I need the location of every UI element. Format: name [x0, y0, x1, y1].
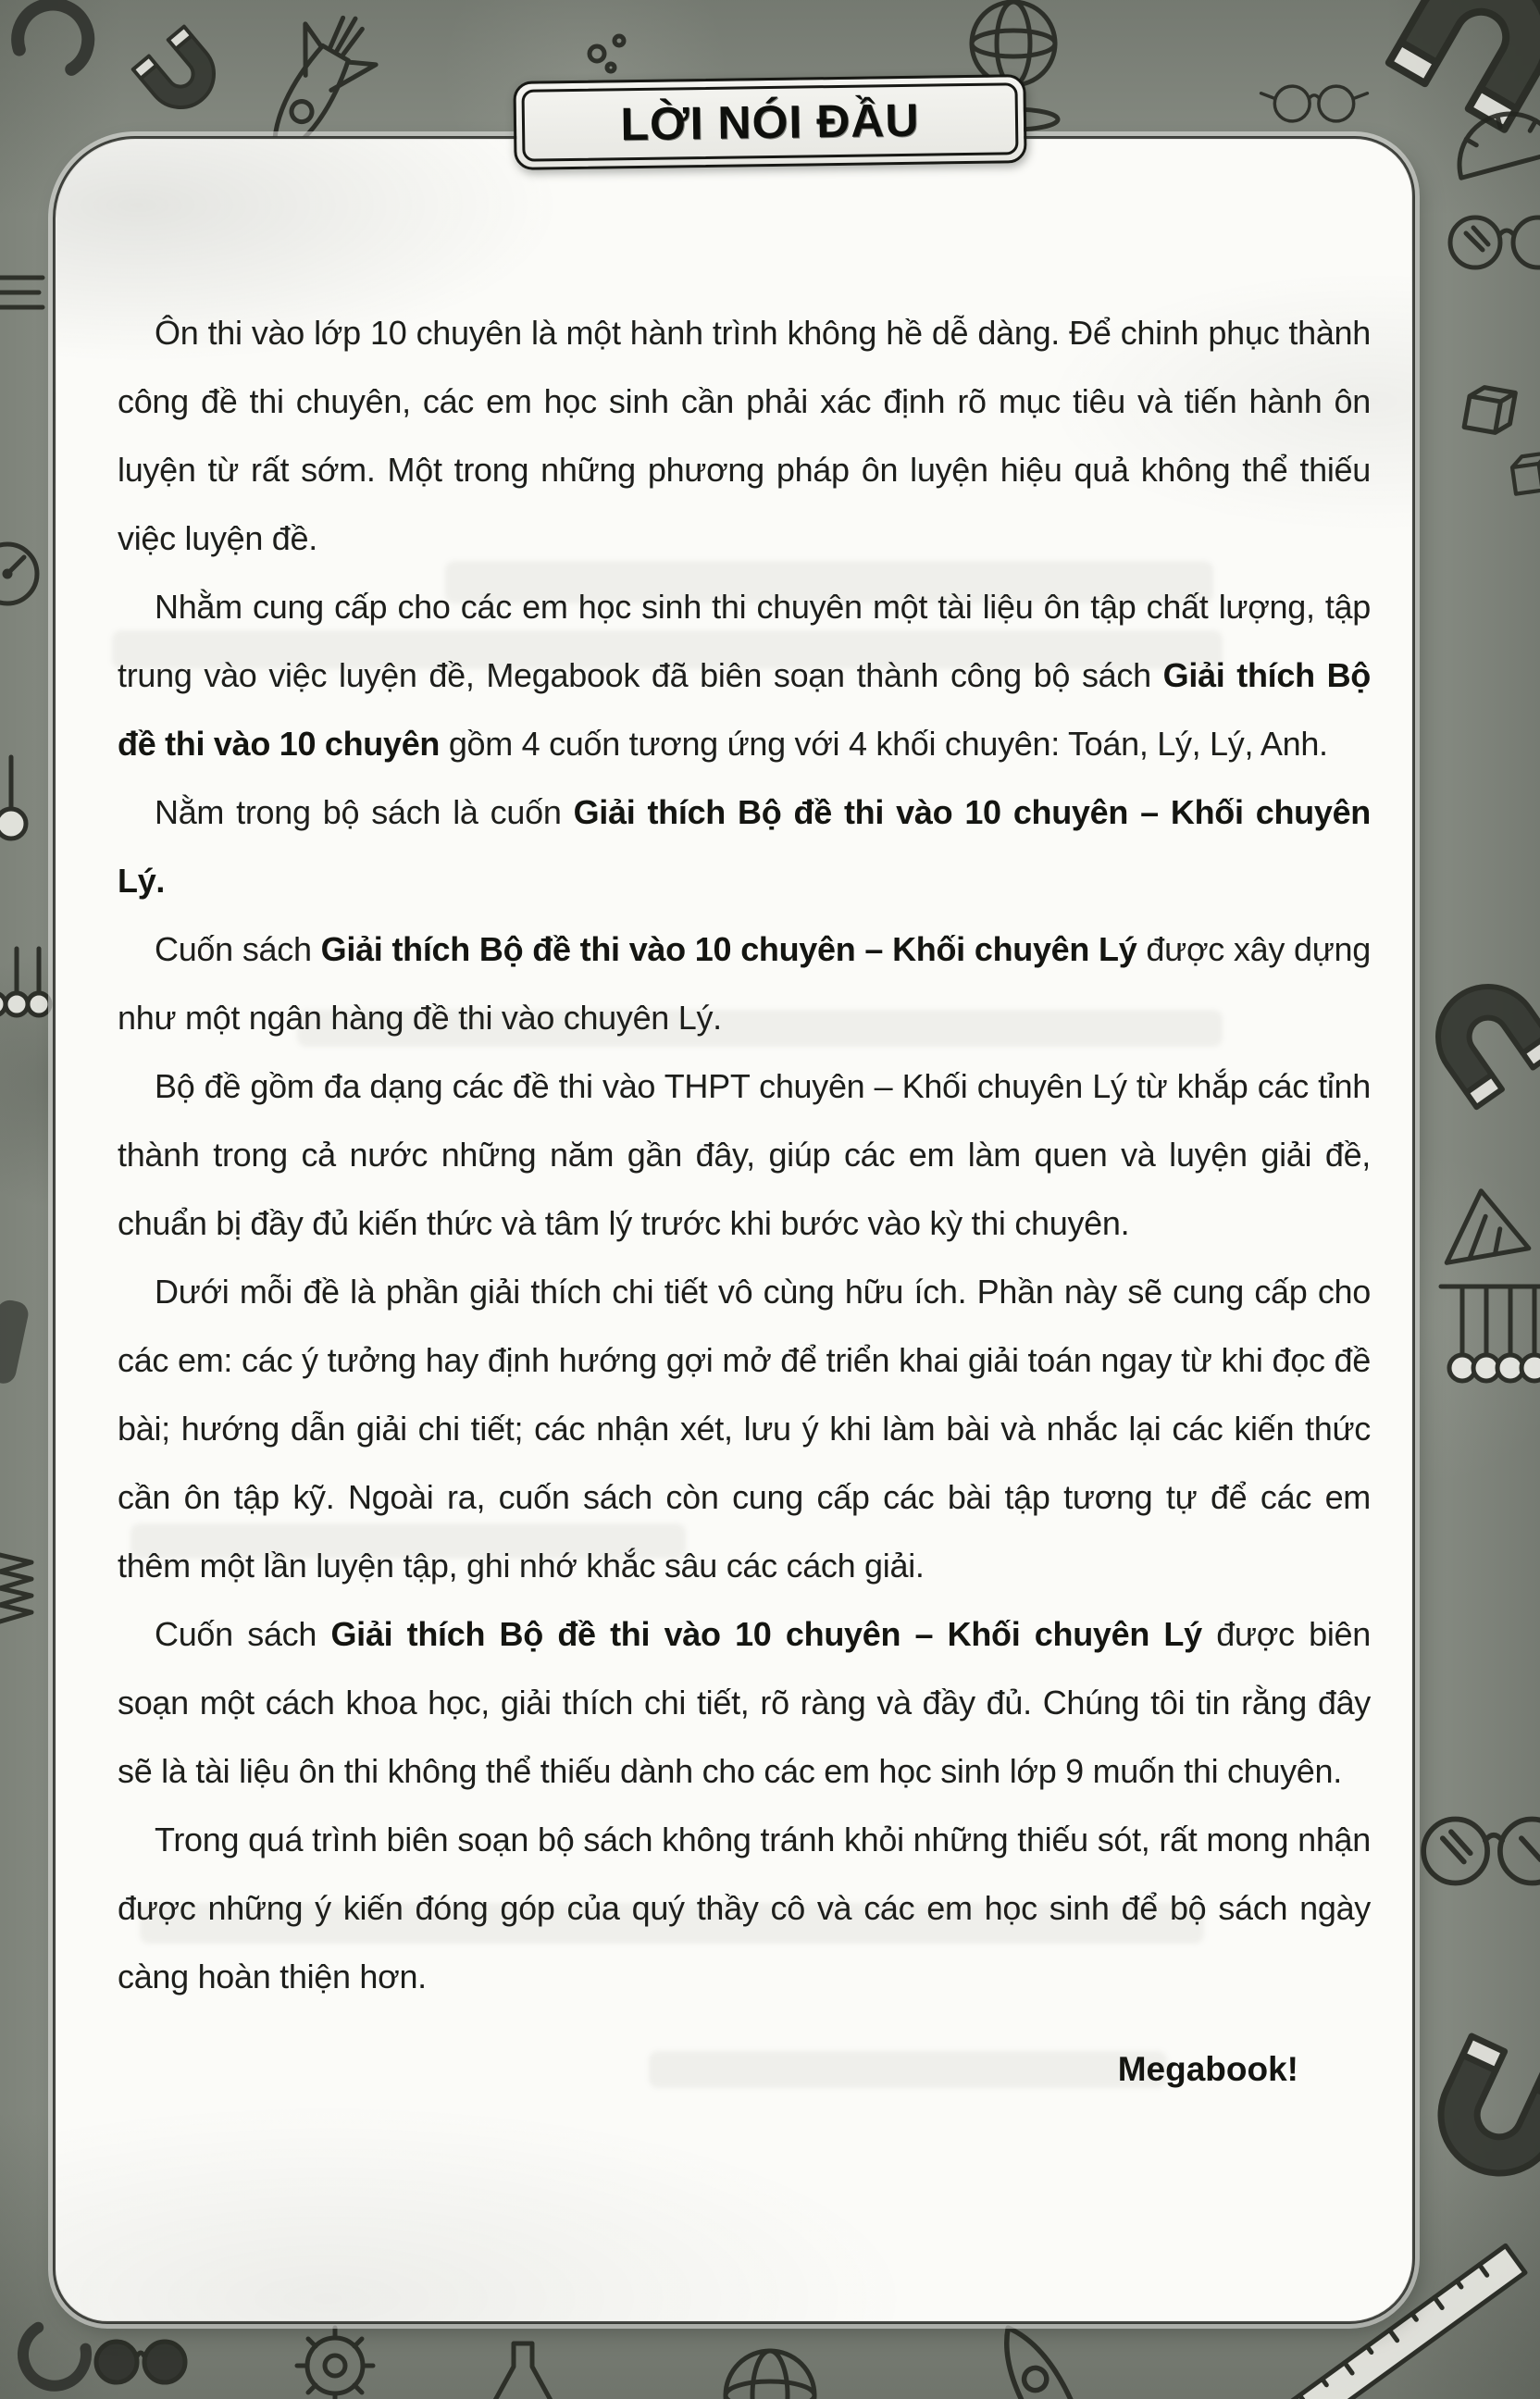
paragraph: Nằm trong bộ sách là cuốn Giải thích Bộ đề thi vào 10 chuyên – Khối chuyên Lý.: [118, 793, 1371, 900]
gauge-icon: [0, 544, 37, 603]
clamp-icon: [13, 0, 96, 72]
preface-card: [54, 137, 1414, 2323]
spring-icon: [0, 1555, 31, 1622]
paragraph: Trong quá trình biên soạn bộ sách không tránh khỏi những thiếu sót, rất mong nhận được những ý kiến đóng góp của quý thầy cô và các em học sinh để bộ sách ngày càng hoàn thiện hơn.: [118, 1821, 1371, 1995]
prism-icon: [1435, 1185, 1529, 1263]
globe-icon: [726, 2351, 814, 2399]
ink-smudge-icon: [0, 1298, 31, 1386]
balls-row-icon: [0, 949, 50, 1015]
pendulum-icon: [0, 757, 26, 839]
paragraph: Bộ đề gồm đa dạng các đề thi vào THPT chuyên – Khối chuyên Lý từ khắp các tỉnh thành trong cả nước những năm gần đây, giúp các em làm quen và luyện giải đề, chuẩn bị đầy đủ kiến thức và tâm lý trước khi bước vào kỳ thi chuyên.: [118, 1067, 1371, 1242]
gear-icon: [297, 2328, 373, 2399]
glasses-icon: [1261, 86, 1368, 121]
paragraph: Dưới mỗi đề là phần giải thích chi tiết vô cùng hữu ích. Phần này sẽ cung cấp cho các em: các ý tưởng hay định hướng gợi mở để triển khai giải toán ngay từ khi đọc đề bài; hướng dẫn giải chi tiết; các nhận xét, lưu ý khi làm bài và nhắc lại các kiến thức cần ôn tập kỹ. Ngoài ra, cuốn sách còn cung cấp các bài tập tương tự để các em thêm một lần luyện tập, ghi nhớ khắc sâu các cách giải.: [118, 1273, 1371, 1585]
magnet-icon: [133, 27, 228, 121]
flask-icon: [493, 2343, 553, 2399]
weight-box-icon: [1464, 385, 1515, 435]
magnet-icon: [1419, 967, 1540, 1107]
dark-glasses-icon: [96, 2342, 185, 2382]
bubbles-icon: [590, 36, 624, 71]
clamp-icon: [14, 2325, 91, 2394]
signature: Megabook!: [1117, 2050, 1298, 2088]
paragraph: Cuốn sách Giải thích Bộ đề thi vào 10 chuyên – Khối chuyên Lý được xây dựng như một ngân hàng đề thi vào chuyên Lý.: [118, 930, 1371, 1037]
paragraph: Ôn thi vào lớp 10 chuyên là một hành trình không hề dễ dàng. Để chinh phục thành công đề thi chuyên, các em học sinh cần phải xác định rõ mục tiêu và tiến hành ôn luyện từ rất sớm. Một trong những phương pháp ôn luyện hiệu quả không thể thiếu việc luyện đề.: [118, 314, 1371, 557]
preface-text: [56, 140, 1411, 2011]
magnet-icon: [1422, 2036, 1540, 2193]
preface-title-box: [513, 74, 1026, 170]
newtons-cradle-icon: [1441, 1287, 1540, 1381]
paragraph: Cuốn sách Giải thích Bộ đề thi vào 10 chuyên – Khối chuyên Lý được biên soạn một cách khoa học, giải thích chi tiết, rõ ràng và đầy đủ. Chúng tôi tin rằng đây sẽ là tài liệu ôn thi không thể thiếu dành cho các em học sinh lớp 9 muốn thi chuyên.: [118, 1615, 1371, 1790]
glasses-icon: [1450, 218, 1540, 267]
paragraph: Nhằm cung cấp cho các em học sinh thi chuyên một tài liệu ôn tập chất lượng, tập trung vào việc luyện đề, Megabook đã biên soạn thành công bộ sách Giải thích Bộ đề thi vào 10 chuyên gồm 4 cuốn tương ứng với 4 khối chuyên: Toán, Lý, Lý, Anh.: [118, 588, 1371, 763]
coil-icon: [0, 278, 43, 307]
page-title: LỜI NÓI ĐẦU: [620, 93, 920, 151]
glasses-icon: [1423, 1820, 1540, 1883]
title-inner-frame: [521, 82, 1018, 161]
magnet-icon: [1389, 0, 1540, 130]
weight-box-icon: [1511, 453, 1540, 493]
